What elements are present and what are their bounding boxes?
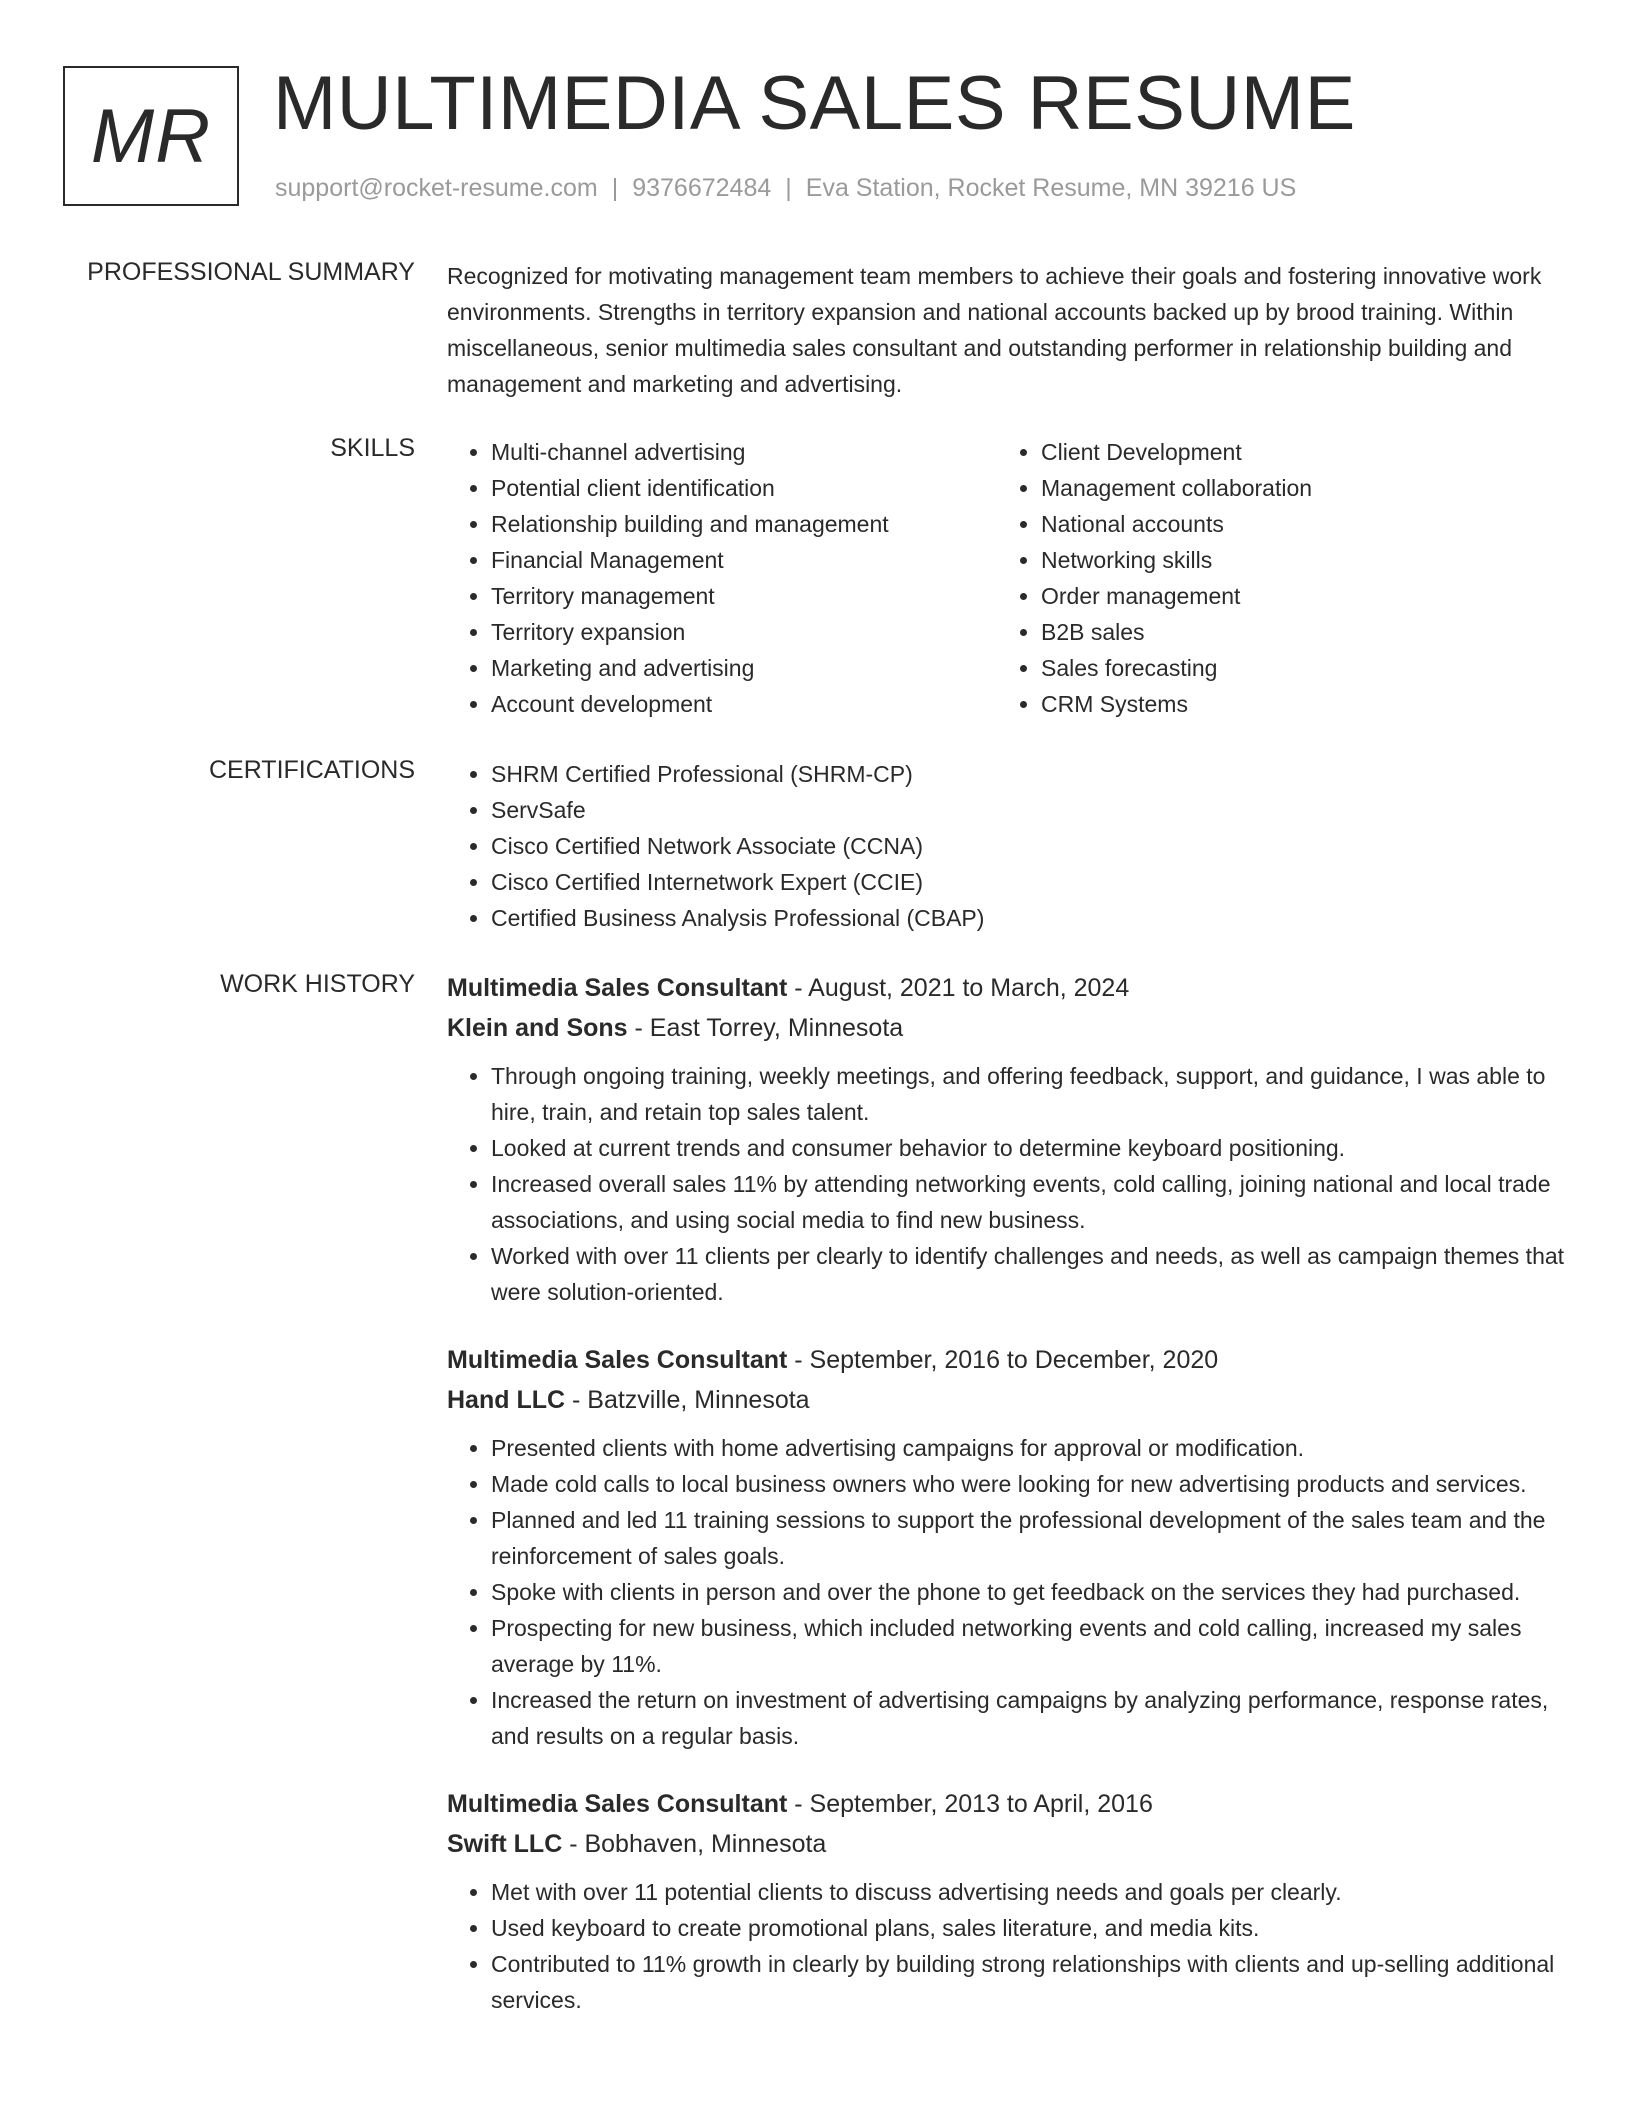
job-entry: [447, 1784, 1567, 2018]
job-bullet: • Spoke with clients in person and over the phone to get feedback on the services they had purchased.: [491, 1574, 1567, 1610]
job-bullet: • Planned and led 11 training sessions to support the professional development of the sales team and the reinforcement of sales goals.: [491, 1502, 1567, 1574]
skills-list-left: [447, 434, 1041, 722]
contact-phone: 9376672484: [632, 174, 772, 202]
job-bullets: [447, 1874, 1567, 2018]
skill-item: • CRM Systems: [1041, 686, 1541, 722]
contact-address: Eva Station, Rocket Resume, MN 39216 US: [805, 174, 1297, 202]
job-bullet: • Presented clients with home advertising campaigns for approval or modification.: [491, 1430, 1567, 1466]
job-entry: [447, 1340, 1567, 1754]
certifications-label: CERTIFICATIONS: [208, 756, 415, 784]
contact-line: [275, 174, 1296, 203]
certifications-body: [447, 756, 1567, 936]
job-title: Multimedia Sales Consultant: [447, 974, 788, 1002]
skill-item: • Marketing and advertising: [491, 650, 1041, 686]
skill-item: • Potential client identification: [491, 470, 1041, 506]
monogram-logo: MR: [63, 66, 239, 206]
job-company: Klein and Sons: [447, 1014, 628, 1042]
job-title-line: [447, 1340, 1567, 1380]
job-location: - East Torrey, Minnesota: [627, 1014, 904, 1042]
skill-item: • National accounts: [1041, 506, 1541, 542]
job-bullet: • Contributed to 11% growth in clearly by building strong relationships with clients and up-selling additional services.: [491, 1946, 1567, 2018]
job-bullet: • Used keyboard to create promotional plans, sales literature, and media kits.: [491, 1910, 1567, 1946]
skill-item: • Account development: [491, 686, 1041, 722]
job-bullet: • Increased overall sales 11% by attending networking events, cold calling, joining national and local trade associations, and using social media to find new business.: [491, 1166, 1567, 1238]
job-dates: - September, 2016 to December, 2020: [787, 1346, 1219, 1374]
skill-item: • Relationship building and management: [491, 506, 1041, 542]
summary-text: Recognized for motivating management team members to achieve their goals and fostering innovative work environments. Strengths in territory expansion and national accounts backed up by brood training. Within miscellaneous, senior multimedia sales consultant and outstanding performer in relationship building and management and marketing and advertising.: [447, 263, 1542, 397]
skill-item: • Order management: [1041, 578, 1541, 614]
job-company-line: [447, 1008, 1567, 1048]
job-dates: - August, 2021 to March, 2024: [787, 974, 1130, 1002]
job-bullet: • Through ongoing training, weekly meetings, and offering feedback, support, and guidance, I was able to hire, train, and retain top sales talent.: [491, 1058, 1567, 1130]
resume-header: [63, 61, 1563, 216]
resume-title: MULTIMEDIA SALES RESUME: [273, 61, 1356, 146]
job-bullet: • Worked with over 11 clients per clearly to identify challenges and needs, as well as campaign themes that were solution-oriented.: [491, 1238, 1567, 1310]
job-dates: - September, 2013 to April, 2016: [787, 1790, 1153, 1818]
skill-item: • Sales forecasting: [1041, 650, 1541, 686]
contact-email: support@rocket-resume.com: [275, 174, 598, 202]
job-title-line: [447, 1784, 1567, 1824]
work-label: WORK HISTORY: [220, 970, 415, 998]
job-bullet: • Increased the return on investment of advertising campaigns by analyzing performance, response rates, and results on a regular basis.: [491, 1682, 1567, 1754]
certification-item: • Cisco Certified Internetwork Expert (CCIE): [491, 864, 1567, 900]
job-company: Swift LLC: [447, 1830, 563, 1858]
job-bullet: • Prospecting for new business, which included networking events and cold calling, increased my sales average by 11%.: [491, 1610, 1567, 1682]
contact-separator: |: [785, 174, 792, 202]
skill-item: • Territory management: [491, 578, 1041, 614]
skill-item: • Financial Management: [491, 542, 1041, 578]
job-bullet: • Looked at current trends and consumer behavior to determine keyboard positioning.: [491, 1130, 1567, 1166]
skill-item: • Multi-channel advertising: [491, 434, 1041, 470]
certification-item: • SHRM Certified Professional (SHRM-CP): [491, 756, 1567, 792]
job-title-line: [447, 968, 1567, 1008]
job-location: - Batzville, Minnesota: [565, 1386, 810, 1414]
job-bullets: [447, 1430, 1567, 1754]
job-bullet: • Met with over 11 potential clients to discuss advertising needs and goals per clearly.: [491, 1874, 1567, 1910]
job-bullet: • Made cold calls to local business owners who were looking for new advertising products and services.: [491, 1466, 1567, 1502]
job-title: Multimedia Sales Consultant: [447, 1790, 788, 1818]
skills-label: SKILLS: [330, 434, 415, 462]
skill-item: • Territory expansion: [491, 614, 1041, 650]
job-location: - Bobhaven, Minnesota: [562, 1830, 827, 1858]
skills-list-right: [997, 434, 1541, 722]
certifications-list: [447, 756, 1567, 936]
job-title: Multimedia Sales Consultant: [447, 1346, 788, 1374]
work-body: [447, 968, 1567, 2048]
certification-item: • Cisco Certified Network Associate (CCNA): [491, 828, 1567, 864]
certification-item: • Certified Business Analysis Professional (CBAP): [491, 900, 1567, 936]
skills-body: [447, 434, 1567, 734]
job-entry: [447, 968, 1567, 1310]
certification-item: • ServSafe: [491, 792, 1567, 828]
job-bullets: [447, 1058, 1567, 1310]
skill-item: • Networking skills: [1041, 542, 1541, 578]
job-company: Hand LLC: [447, 1386, 566, 1414]
summary-label: PROFESSIONAL SUMMARY: [87, 258, 415, 286]
contact-separator: |: [611, 174, 619, 202]
skill-item: • Client Development: [1041, 434, 1541, 470]
summary-body: [447, 258, 1567, 402]
skill-item: • Management collaboration: [1041, 470, 1541, 506]
job-company-line: [447, 1824, 1567, 1864]
job-company-line: [447, 1380, 1567, 1420]
skill-item: • B2B sales: [1041, 614, 1541, 650]
